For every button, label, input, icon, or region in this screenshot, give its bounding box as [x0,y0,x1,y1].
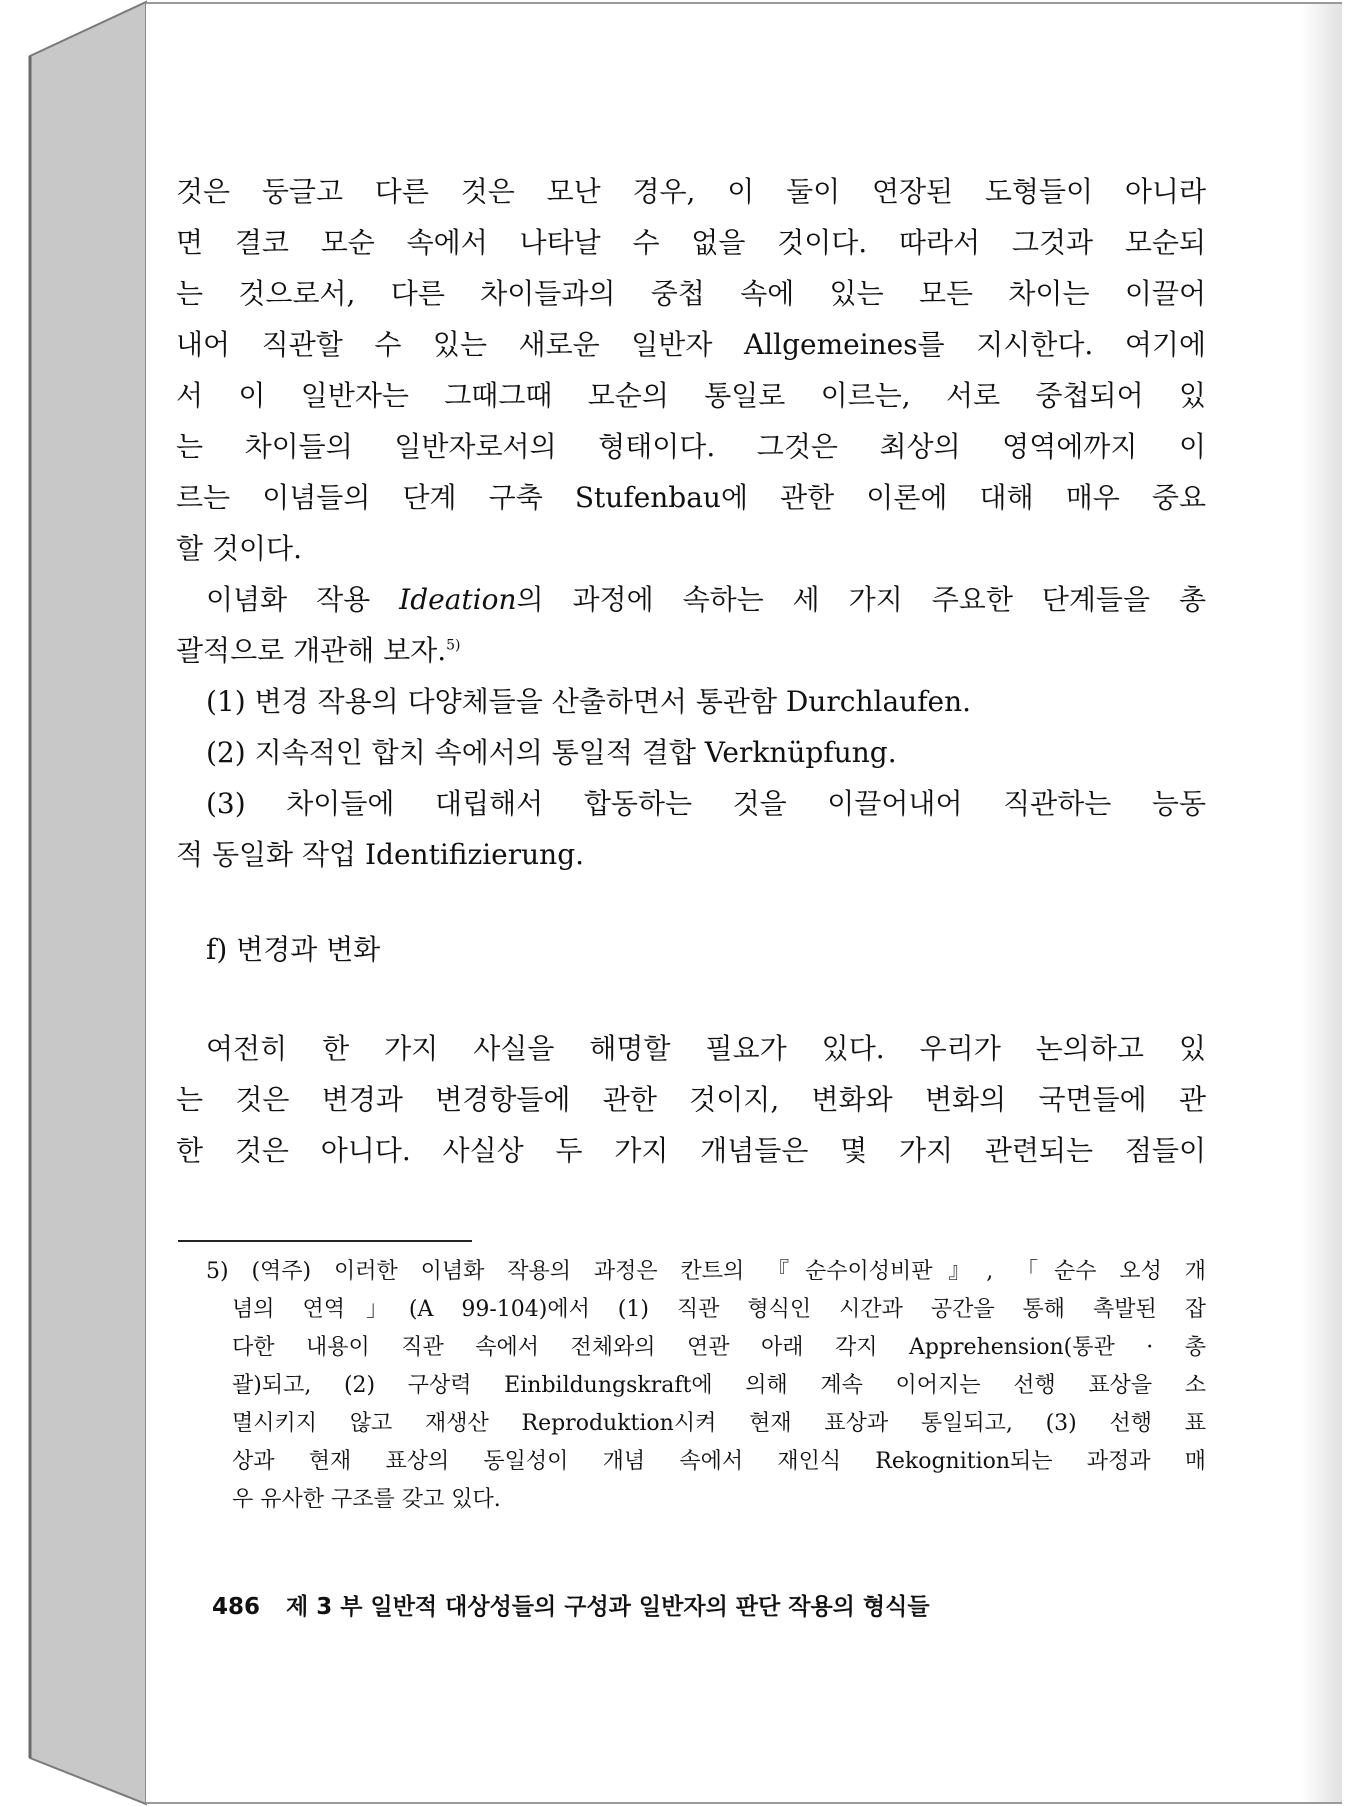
ideation-term: Ideation [399,583,517,616]
footnote-block [206,1253,1206,1519]
body-line: 는 것으로서, 다른 차이들과의 중첩 속에 있는 모든 차이는 이끌어 [176,277,1206,310]
running-title: 제 3 부 일반적 대상성들의 구성과 일반자의 판단 작용의 형식들 [286,1594,930,1620]
body-line: 면 결코 모순 속에서 나타날 수 없을 것이다. 따라서 그것과 모순되 [176,226,1206,259]
body-line: 것은 둥글고 다른 것은 모난 경우, 이 둘이 연장된 도형들이 아니라 [176,175,1206,208]
second-paragraph [176,1023,1206,1176]
body-line: 는 것은 변경과 변경항들에 관한 것이지, 변화와 변화의 국면들에 관 [176,1083,1206,1116]
footnote-line: 멸시키지 않고 재생산 Reproduktion시켜 현재 표상과 통일되고, (3) 선행 표 [232,1411,1206,1436]
page-edge-shadow [1302,4,1342,1802]
step-item-continued: 적 동일화 작업 Identifizierung. [176,838,585,871]
book-spine [0,0,150,1806]
body-line: 르는 이념들의 단계 구축 Stufenbau에 관한 이론에 대해 매우 중요 [176,481,1206,514]
body-line: 할 것이다. [176,532,302,565]
body-line: 서 이 일반자는 그때그때 모순의 통일로 이르는, 서로 중첩되어 있 [176,379,1206,412]
page-number: 486 [212,1594,261,1620]
ideation-line-2-text: 괄적으로 개관해 보자. [176,634,447,667]
footnote-line: 상과 현재 표상의 동일성이 개념 속에서 재인식 Rekognition되는 과정과 매 [232,1449,1206,1474]
step-item: (2) 지속적인 합치 속에서의 통일적 결합 Verknüpfung. [206,736,897,769]
ideation-text-before: 이념화 작용 [206,583,400,616]
step-item: (1) 변경 작용의 다양체들을 산출하면서 통관함 Durchlaufen. [206,685,972,718]
footnote-line: 념의 연역」(A 99-104)에서 (1) 직관 형식인 시간과 공간을 통해 촉발된 잡 [232,1297,1206,1322]
footnote-line: 괄)되고, (2) 구상력 Einbildungskraft에 의해 계속 이어지는 선행 표상을 소 [232,1373,1206,1398]
main-paragraph [176,166,1206,880]
body-line: 내어 직관할 수 있는 새로운 일반자 Allgemeines를 지시한다. 여기에 [176,328,1206,361]
step-item: (3) 차이들에 대립해서 합동하는 것을 이끌어내어 직관하는 능동 [206,787,1206,820]
footnote-line: 다한 내용이 직관 속에서 전체와의 연관 아래 각지 Apprehension(통관 · 총 [232,1335,1206,1360]
body-line: 여전히 한 가지 사실을 해명할 필요가 있다. 우리가 논의하고 있 [206,1032,1206,1065]
body-line: 는 차이들의 일반자로서의 형태이다. 그것은 최상의 영역에까지 이 [176,430,1206,463]
section-heading: f) 변경과 변화 [206,933,381,966]
ideation-line-1 [176,574,1206,625]
ideation-text-after: 의 과정에 속하는 세 가지 주요한 단계들을 총 [516,583,1206,616]
footnote-line: 우 유사한 구조를 갖고 있다. [232,1487,501,1512]
footnote-divider [178,1240,472,1242]
footnote-line: 5) (역주) 이러한 이념화 작용의 과정은 칸트의 『순수이성비판』, 「순수 오성 개 [206,1259,1206,1284]
footnote-reference[interactable]: 5) [446,637,461,654]
body-line: 한 것은 아니다. 사실상 두 가지 개념들은 몇 가지 관련되는 점들이 [176,1134,1206,1167]
ideation-line-2 [176,625,1206,676]
running-footer [212,1588,930,1621]
